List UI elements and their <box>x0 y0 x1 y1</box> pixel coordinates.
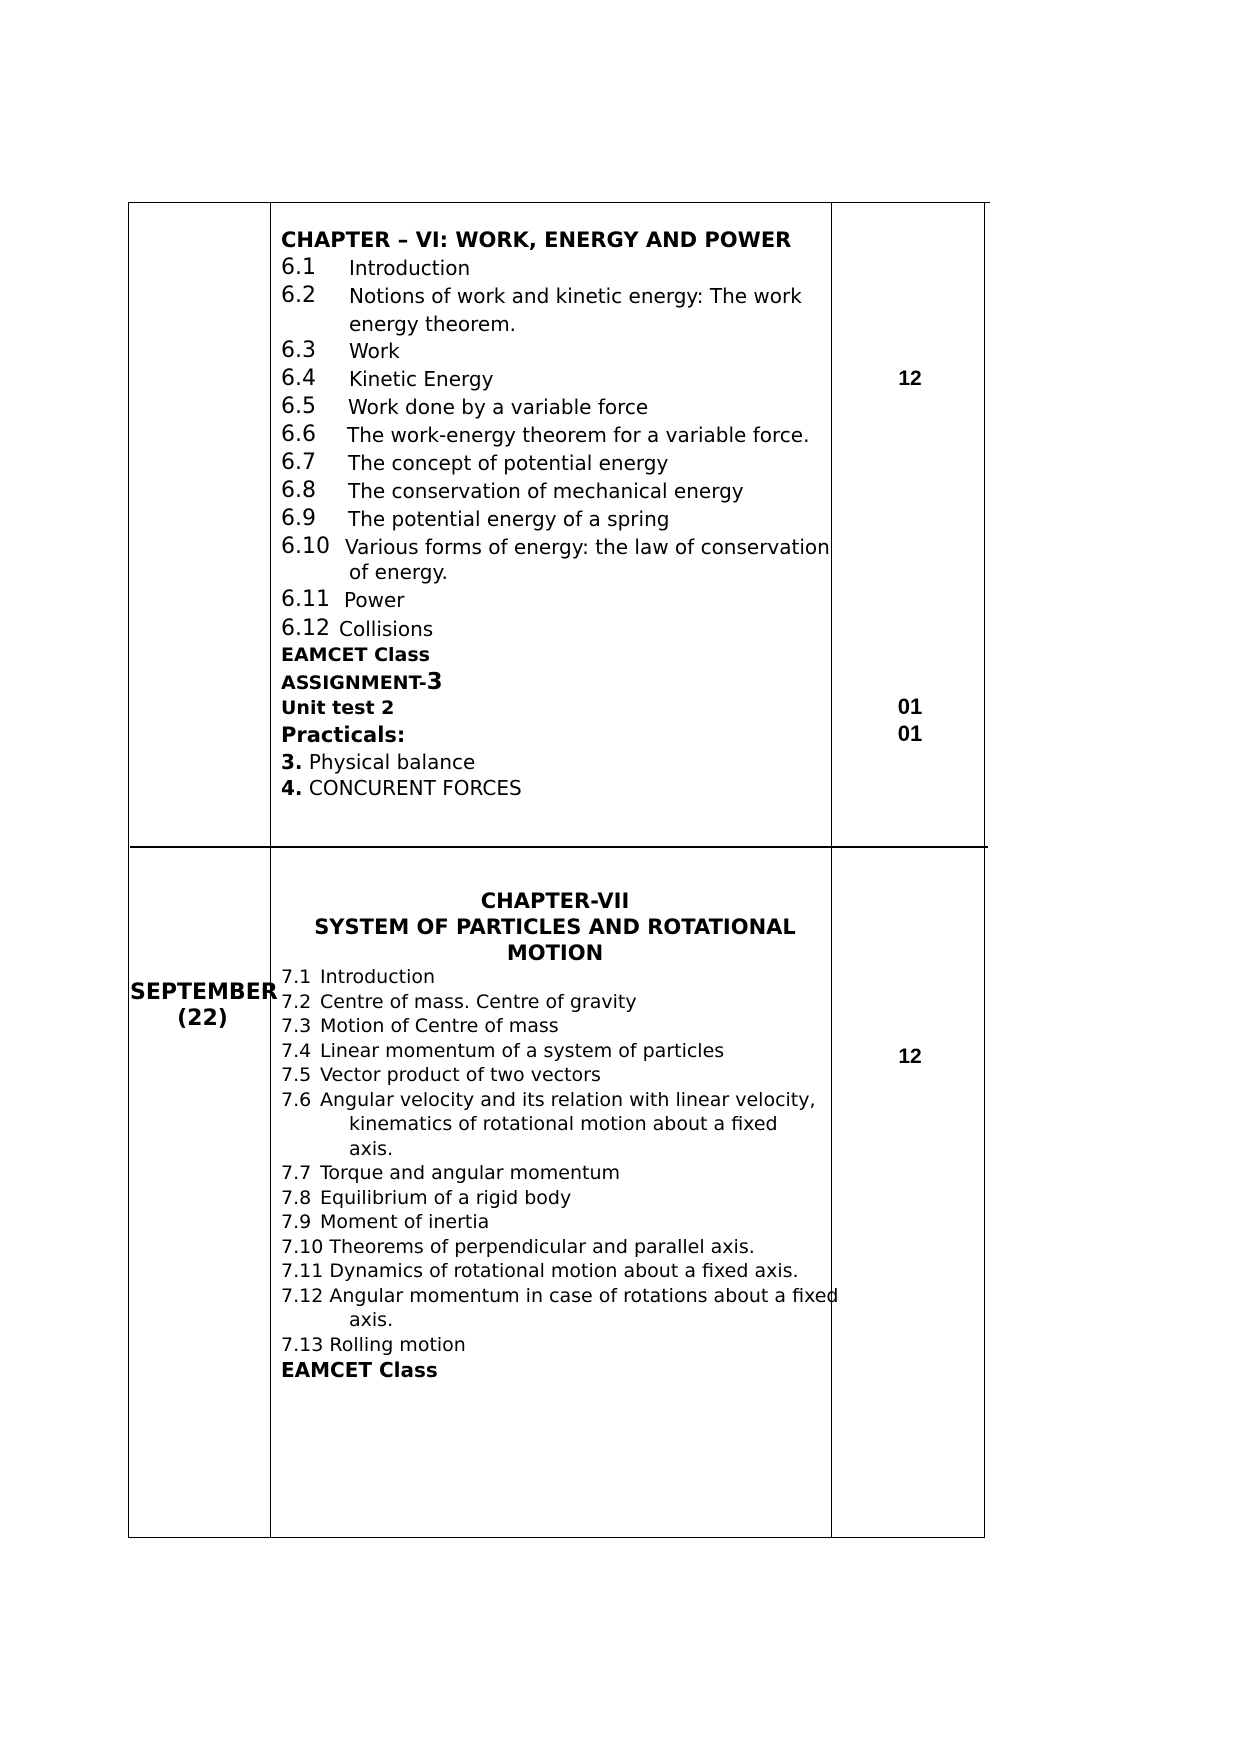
topic-number: 7.5 <box>281 1064 312 1086</box>
practical-item <box>281 776 522 800</box>
topic-number: 6.4 <box>281 366 316 391</box>
topic-text: Angular velocity and its relation with linear velocity, <box>320 1089 816 1111</box>
topic-number: 6.10 <box>281 534 330 559</box>
list-item <box>281 1088 816 1112</box>
topic-number: 6.2 <box>281 283 316 308</box>
topic-text: Introduction <box>320 966 436 988</box>
assignment-text: ASSIGNMENT- <box>281 672 427 694</box>
list-item <box>281 1161 620 1185</box>
topic-text: The potential energy of a spring <box>348 507 670 531</box>
list-item <box>281 1014 559 1038</box>
list-item <box>281 1210 489 1234</box>
topic-number: 7.3 <box>281 1015 312 1037</box>
topic-number: 6.3 <box>281 338 316 363</box>
topic-text: The conservation of mechanical energy <box>348 479 744 503</box>
topic-number: 7.2 <box>281 991 312 1013</box>
topic-number: 7.12 <box>281 1285 324 1307</box>
list-item <box>281 990 637 1014</box>
practical-item <box>281 750 475 774</box>
topic-number: 6.5 <box>281 394 316 419</box>
topic-text: Collisions <box>339 617 434 641</box>
list-item-continuation <box>349 312 516 336</box>
topic-text-continuation: energy theorem. <box>349 312 517 336</box>
list-item-continuation <box>349 1308 393 1332</box>
table-border-left <box>128 202 129 1538</box>
unit-test-label: Unit test 2 <box>281 697 395 719</box>
chapter6-periods: 12 <box>898 367 922 390</box>
topic-number: 7.4 <box>281 1040 312 1062</box>
chapter7-title: CHAPTER-VII <box>480 889 630 913</box>
practical-text: CONCURENT FORCES <box>308 776 522 800</box>
topic-number: 6.8 <box>281 478 316 503</box>
topic-text: Notions of work and kinetic energy: The work <box>349 284 802 308</box>
topic-text: Rolling motion <box>329 1334 466 1356</box>
topic-text-continuation: axis. <box>349 1309 394 1331</box>
topic-text: Vector product of two vectors <box>320 1064 601 1086</box>
topic-text: Work done by a variable force <box>348 395 649 419</box>
topic-text: Dynamics of rotational motion about a fixed axis. <box>329 1260 799 1282</box>
topic-text: Introduction <box>349 256 471 280</box>
topic-number: 7.6 <box>281 1089 312 1111</box>
chapter7-title: SYSTEM OF PARTICLES AND ROTATIONAL <box>314 915 796 939</box>
chapter7-periods: 12 <box>898 1045 922 1068</box>
table-border-top <box>128 202 990 203</box>
list-item-continuation <box>349 560 448 584</box>
topic-text: Theorems of perpendicular and parallel axis. <box>329 1236 755 1258</box>
assignment-number: 3 <box>426 669 443 695</box>
topic-number: 7.11 <box>281 1260 324 1282</box>
list-item <box>281 1063 601 1087</box>
chapter6-title: CHAPTER – VI: WORK, ENERGY AND POWER <box>281 228 792 252</box>
topic-number: 7.1 <box>281 966 312 988</box>
month-label: SEPTEMBER <box>130 980 278 1005</box>
list-item <box>281 1186 571 1210</box>
topic-text: Moment of inertia <box>320 1211 490 1233</box>
topic-text: Linear momentum of a system of particles <box>320 1040 725 1062</box>
list-item <box>281 1333 466 1357</box>
topic-number: 7.7 <box>281 1162 312 1184</box>
topic-text: Kinetic Energy <box>349 367 494 391</box>
chapter6-content-cell <box>281 228 830 818</box>
list-item <box>281 965 435 989</box>
table-column-divider-2 <box>831 202 832 1538</box>
list-item <box>281 1259 799 1283</box>
eamcet-class-label: EAMCET Class <box>281 644 430 666</box>
topic-number: 6.1 <box>281 255 316 280</box>
topic-text: Angular momentum in case of rotations about a fixed <box>329 1285 839 1307</box>
topic-number: 6.9 <box>281 506 316 531</box>
topic-text: Power <box>344 588 405 612</box>
eamcet-periods: 01 <box>897 694 923 719</box>
month-days: (22) <box>177 1006 228 1031</box>
topic-text: Various forms of energy: the law of conservation <box>345 535 830 559</box>
topic-number: 6.11 <box>281 587 330 612</box>
topic-text: Centre of mass. Centre of gravity <box>320 991 637 1013</box>
table-row-divider <box>130 846 988 848</box>
topic-text-continuation: kinematics of rotational motion about a fixed <box>349 1113 778 1135</box>
topic-number: 7.13 <box>281 1334 324 1356</box>
topic-text: Equilibrium of a rigid body <box>320 1187 572 1209</box>
topic-number: 6.7 <box>281 450 316 475</box>
topic-number: 7.10 <box>281 1236 324 1258</box>
topic-text: Torque and angular momentum <box>320 1162 621 1184</box>
assignment-label <box>281 669 443 695</box>
list-item <box>281 1235 755 1259</box>
table-border-right <box>984 202 985 1538</box>
list-item <box>281 1284 838 1308</box>
list-item <box>281 1039 724 1063</box>
list-item-continuation <box>349 1137 393 1161</box>
topic-text: Motion of Centre of mass <box>320 1015 559 1037</box>
topic-text-continuation: axis. <box>349 1138 394 1160</box>
table-border-bottom <box>128 1537 985 1538</box>
practicals-label: Practicals: <box>281 723 406 747</box>
topic-number: 7.9 <box>281 1211 312 1233</box>
assignment-periods: 01 <box>897 721 923 746</box>
topic-number: 6.6 <box>281 422 316 447</box>
topic-text: The work-energy theorem for a variable force. <box>347 423 810 447</box>
topic-text: Work <box>349 339 400 363</box>
eamcet-class-label: EAMCET Class <box>281 1358 438 1382</box>
list-item-continuation <box>349 1112 778 1136</box>
table-column-divider-1 <box>270 202 271 1538</box>
practical-number: 4. <box>281 776 303 800</box>
topic-number: 6.12 <box>281 616 330 641</box>
practical-number: 3. <box>281 750 303 774</box>
practical-text: Physical balance <box>308 750 476 774</box>
chapter7-title: MOTION <box>506 941 604 965</box>
topic-text-continuation: of energy. <box>349 560 448 584</box>
topic-number: 7.8 <box>281 1187 312 1209</box>
topic-text: The concept of potential energy <box>348 451 669 475</box>
